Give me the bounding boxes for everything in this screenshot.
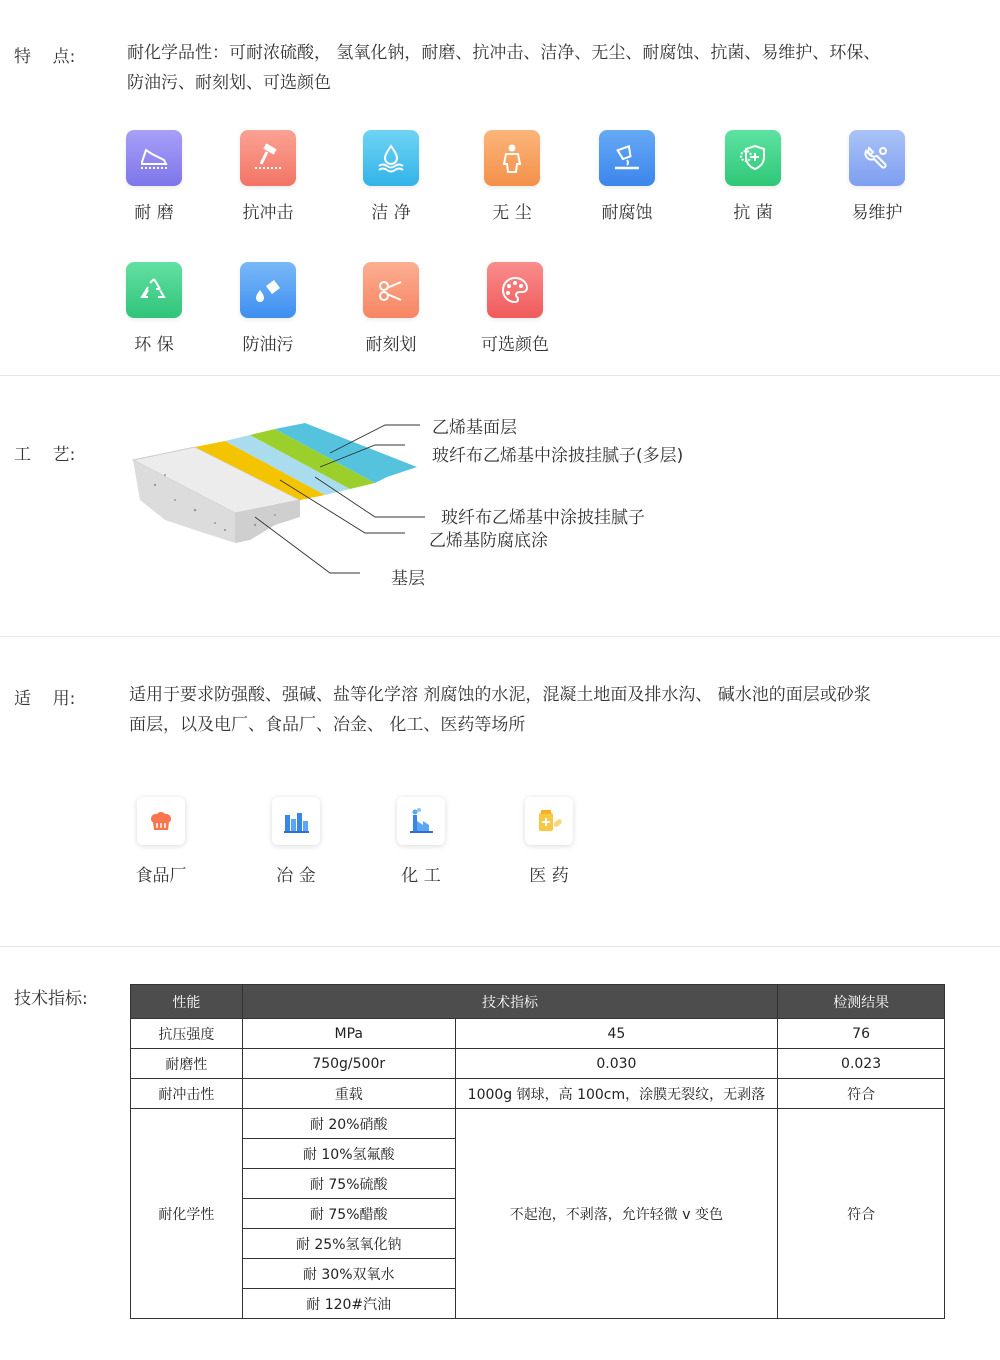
chemical-plant-icon <box>397 797 445 845</box>
table-row: 耐化学性 耐 20%硝酸 不起泡，不剥落，允许轻微 v 变色 符合 <box>131 1109 945 1139</box>
feature-antibacterial <box>703 130 803 223</box>
chem-standard-cell: 不起泡，不剥落，允许轻微 v 变色 <box>455 1109 778 1319</box>
feature-scratch-resistant <box>341 262 441 355</box>
feature-label: 环 保 <box>134 335 174 355</box>
section-divider <box>0 636 1000 637</box>
process-label: 工 艺: <box>14 445 76 465</box>
table-row: 耐冲击性 重载 1000g 钢球，高 100cm，涂膜无裂纹，无剥落 符合 <box>131 1079 945 1109</box>
layer-label-base: 基层 <box>391 569 425 589</box>
spec-label: 技术指标: <box>14 989 88 1009</box>
feature-label: 无 尘 <box>492 203 532 223</box>
wrench-icon <box>849 130 905 186</box>
spec-table <box>130 984 945 1319</box>
medicine-icon <box>525 797 573 845</box>
table-row: 耐 25%氢氧化钠 <box>131 1229 945 1259</box>
feature-optional-colors <box>465 262 565 355</box>
shield-plus-icon <box>725 130 781 186</box>
features-description: 耐化学品性：可耐浓硫酸， 氢氧化钠，耐磨、抗冲击、洁净、无尘、耐腐蚀、抗菌、易维护、环保、 防油污、耐刻划、可选颜色 <box>127 43 881 93</box>
table-row: 耐 30%双氧水 <box>131 1259 945 1289</box>
feature-impact-resistant <box>218 130 318 223</box>
table-row: 耐磨性 750g/500r 0.030 0.023 <box>131 1049 945 1079</box>
oil-drop-icon <box>240 262 296 318</box>
header-result: 检测结果 <box>778 985 945 1019</box>
feature-wear-resistant <box>104 130 204 223</box>
protective-suit-icon <box>484 130 540 186</box>
feature-label: 可选颜色 <box>481 335 549 355</box>
layer-label-top: 乙烯基面层 <box>432 418 517 438</box>
table-row: 耐 75%硫酸 <box>131 1169 945 1199</box>
feature-easy-maintenance <box>827 130 927 223</box>
palette-icon <box>487 262 543 318</box>
shoe-icon <box>126 130 182 186</box>
section-divider <box>0 375 1000 376</box>
feature-label: 耐腐蚀 <box>601 203 653 223</box>
application-label: 食品厂 <box>135 866 187 886</box>
feature-label: 耐 磨 <box>134 203 174 223</box>
application-description: 适用于要求防强酸、强碱、盐等化学溶 剂腐蚀的水泥，混凝土地面及排水沟、 碱水池的面层或砂浆 面层，以及电厂、食品厂、冶金、 化工、医药等场所 <box>129 685 871 735</box>
application-label: 适 用: <box>14 689 76 709</box>
features-label: 特 点: <box>14 47 76 67</box>
corrosion-icon <box>599 130 655 186</box>
feature-label: 防油污 <box>242 335 294 355</box>
feature-dust-free <box>462 130 562 223</box>
application-label: 医 药 <box>529 866 569 886</box>
table-header-row <box>131 985 945 1019</box>
feature-label: 耐刻划 <box>365 335 417 355</box>
factory-icon <box>272 797 320 845</box>
hammer-icon <box>240 130 296 186</box>
feature-clean <box>341 130 441 223</box>
feature-label: 抗 菌 <box>733 203 773 223</box>
table-row: 耐 75%醋酸 <box>131 1199 945 1229</box>
application-food-factory <box>116 797 206 886</box>
application-metallurgy <box>251 797 341 886</box>
bread-icon <box>137 797 185 845</box>
feature-oil-resistant <box>218 262 318 355</box>
layer-label-multi-mid: 玻纤布乙烯基中涂披挂腻子(多层) <box>432 446 684 466</box>
table-row: 耐 120#汽油 <box>131 1289 945 1319</box>
header-performance: 性能 <box>131 985 243 1019</box>
feature-label: 抗冲击 <box>242 203 294 223</box>
application-pharmaceutical <box>504 797 594 886</box>
chem-name-cell: 耐化学性 <box>131 1109 243 1319</box>
layer-label-mid: 玻纤布乙烯基中涂披挂腻子 <box>441 508 645 528</box>
table-row: 耐 10%氢氟酸 <box>131 1139 945 1169</box>
section-divider <box>0 946 1000 947</box>
scissors-icon <box>363 262 419 318</box>
application-chemical <box>376 797 466 886</box>
chem-result-cell: 符合 <box>778 1109 945 1319</box>
recycle-icon <box>126 262 182 318</box>
header-standard: 技术指标 <box>242 985 777 1019</box>
water-drop-icon <box>363 130 419 186</box>
layer-label-primer: 乙烯基防腐底涂 <box>429 531 548 551</box>
table-row: 抗压强度 MPa 45 76 <box>131 1019 945 1049</box>
application-label: 冶 金 <box>276 866 316 886</box>
feature-corrosion-resistant <box>577 130 677 223</box>
feature-label: 易维护 <box>851 203 903 223</box>
feature-eco-friendly <box>104 262 204 355</box>
feature-label: 洁 净 <box>371 203 411 223</box>
application-label: 化 工 <box>401 866 441 886</box>
